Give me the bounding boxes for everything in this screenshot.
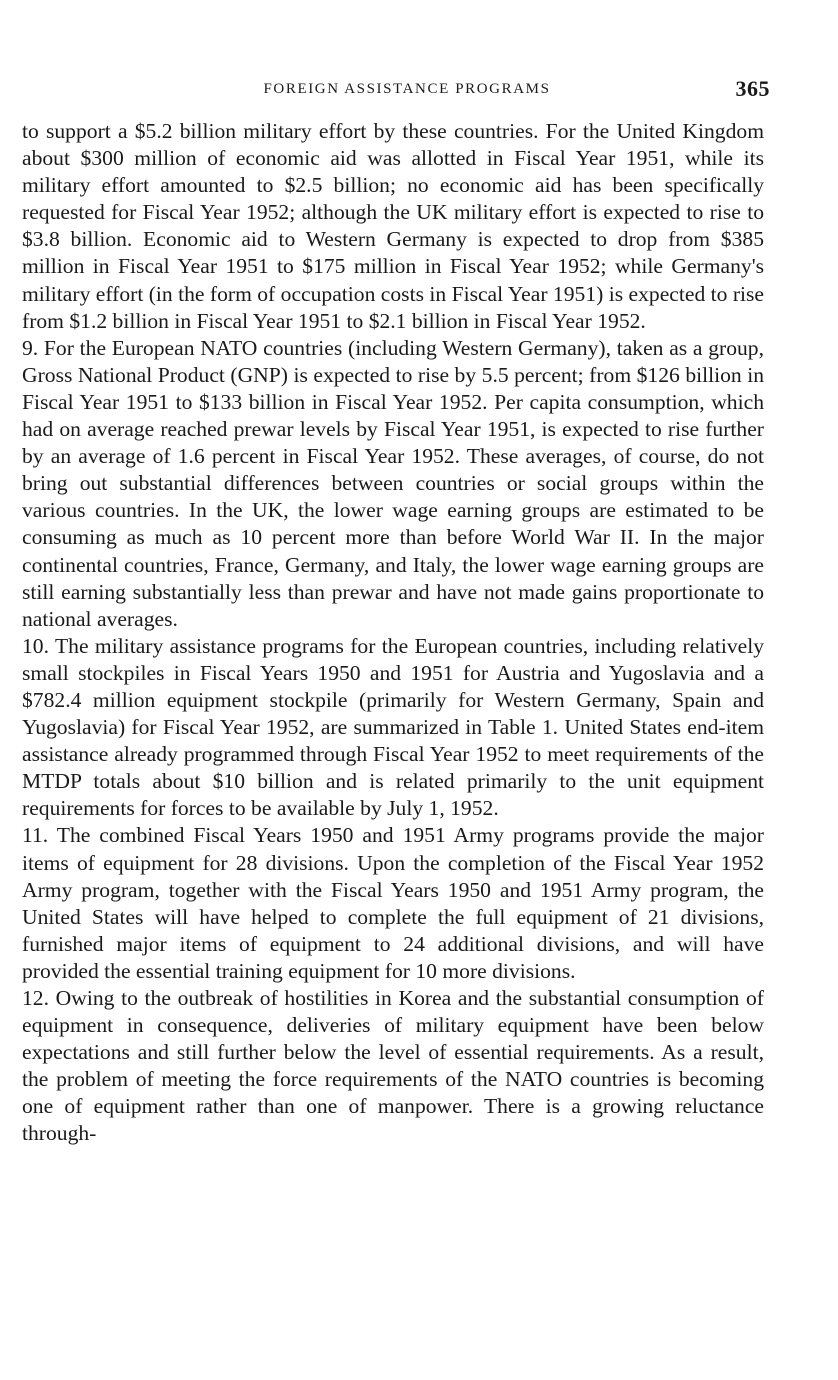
paragraph-10: 10. The military assistance programs for the European countries, including relatively small stockpiles in Fiscal Years 1950 and 1951 for Austria and Yugoslavia and a $782.4 million equipment stockpile (primarily for Western Germany, Spain and Yugoslavia) for Fiscal Year 1952, are summarized in Table 1. United States end-item assistance already programmed through Fiscal Year 1952 to meet requirements of the MTDP totals about $10 billion and is related primarily to the unit equipment requirements for forces to be available by July 1, 1952.: [22, 633, 764, 821]
paragraph-9: 9. For the European NATO countries (including Western Germany), taken as a group, Gross National Product (GNP) is expected to rise by 5.5 percent; from $126 billion in Fiscal Year 1951 to $133 billion in Fiscal Year 1952. Per capita consumption, which had on average reached prewar levels by Fiscal Year 1951, is expected to rise further by an average of 1.6 percent in Fiscal Year 1952. These averages, of course, do not bring out substantial differences between countries or social groups within the various countries. In the UK, the lower wage earning groups are estimated to be consuming as much as 10 percent more than before World War II. In the major continental countries, France, Germany, and Italy, the lower wage earning groups are still earning substantially less than prewar and have not made gains proportionate to national averages.: [22, 335, 764, 631]
paragraph-12: 12. Owing to the outbreak of hostilities in Korea and the substantial consumption of equipment in consequence, deliveries of military equipment have been below expectations and still further below the level of essential requirements. As a result, the problem of meeting the force requirements of the NATO countries is becoming one of equipment rather than one of manpower. There is a growing reluctance through-: [22, 986, 764, 1146]
paragraph-continuation: to support a $5.2 billion military effort by these countries. For the United Kingdom about $300 million of economic aid was allotted in Fiscal Year 1951, while its military effort amounted to $2.5 billion; no economic aid has been specifically requested for Fiscal Year 1952; although the UK military effort is expected to rise to $3.8 billion. Economic aid to Western Germany is expected to drop from $385 million in Fiscal Year 1951 to $175 million in Fiscal Year 1952; while Germany's military effort (in the form of occupation costs in Fiscal Year 1951) is expected to rise from $1.2 billion in Fiscal Year 1951 to $2.1 billion in Fiscal Year 1952.: [22, 119, 765, 333]
body-text: [22, 118, 764, 1148]
paragraph-11: 11. The combined Fiscal Years 1950 and 1951 Army programs provide the major items of equipment for 28 divisions. Upon the completion of the Fiscal Year 1952 Army program, together with the Fiscal Years 1950 and 1951 Army program, the United States will have helped to complete the full equipment of 21 divisions, furnished major items of equipment to 24 additional divisions, and will have provided the essential training equipment for 10 more divisions.: [22, 823, 764, 983]
running-head: [44, 76, 770, 106]
page-number: 365: [735, 76, 770, 101]
running-title: FOREIGN ASSISTANCE PROGRAMS: [263, 81, 551, 97]
